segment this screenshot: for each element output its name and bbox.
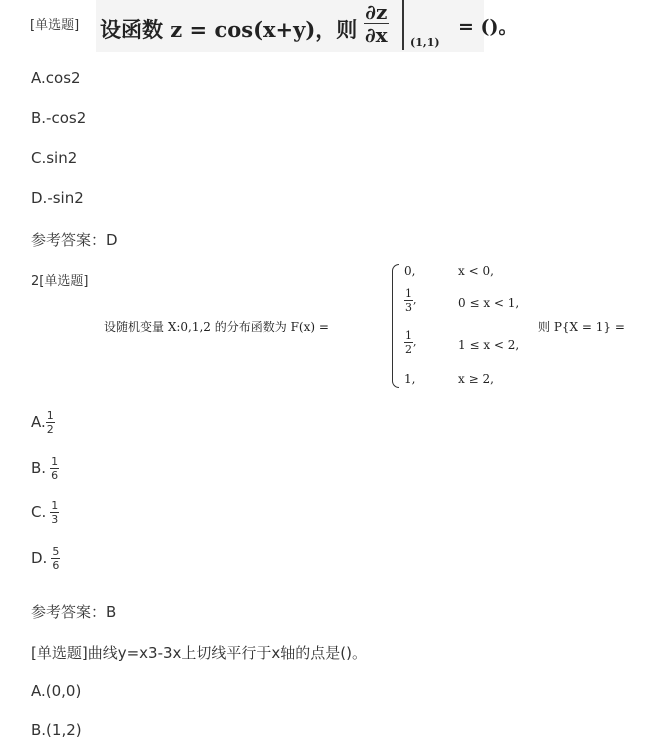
case-3-sep: , <box>413 335 417 349</box>
option-c-prefix: C. <box>31 503 47 521</box>
question-2-stem: 设随机变量 X:0,1,2 的分布函数为 F(x) = <box>104 320 329 334</box>
case-2-den: 3 <box>405 301 412 314</box>
question-1-tail: = ()。 <box>458 16 518 38</box>
option-c[interactable] <box>31 500 59 525</box>
option-b[interactable] <box>31 456 59 481</box>
case-2-sep: , <box>413 293 417 307</box>
option-c-num: 1 <box>51 499 59 512</box>
derivative-denominator: ∂x <box>365 23 388 47</box>
option-c[interactable]: C.sin2 <box>31 149 78 167</box>
option-d[interactable]: D.-sin2 <box>31 189 84 207</box>
option-b-den: 6 <box>51 469 59 482</box>
question-1-stem: 设函数 z = cos(x+y)，则 <box>100 17 358 42</box>
option-a-num: 1 <box>46 409 54 422</box>
option-d[interactable] <box>31 546 60 571</box>
evaluation-point: (1,1) <box>410 36 440 49</box>
option-b-num: 1 <box>51 455 59 468</box>
option-d-num: 5 <box>52 545 60 558</box>
case-1-value: 0, <box>404 264 416 278</box>
option-d-prefix: D. <box>31 549 48 567</box>
question-1-derivative <box>364 2 389 45</box>
case-3-num: 1 <box>405 329 412 342</box>
evaluation-bar <box>402 0 404 50</box>
option-a[interactable]: A.cos2 <box>31 69 81 87</box>
option-a[interactable]: A.(0,0) <box>31 682 82 700</box>
case-2-value <box>404 288 417 313</box>
question-3-stem: [单选题]曲线y=x3-3x上切线平行于x轴的点是()。 <box>31 644 367 662</box>
option-b-prefix: B. <box>31 459 47 477</box>
option-b[interactable]: B.(1,2) <box>31 721 82 739</box>
answer-label: 参考答案：B <box>31 603 117 621</box>
case-3-value <box>404 330 417 355</box>
case-4-value: 1, <box>404 372 416 386</box>
option-b[interactable]: B.-cos2 <box>31 109 87 127</box>
question-1-formula-image <box>96 0 484 52</box>
case-4-condition: x ≥ 2, <box>458 372 494 386</box>
case-3-condition: 1 ≤ x < 2, <box>458 338 520 352</box>
question-2-tag: 2[单选题] <box>31 274 89 289</box>
question-2-formula-image <box>100 258 648 394</box>
answer-label: 参考答案：D <box>31 231 118 249</box>
option-c-den: 3 <box>51 513 59 526</box>
cases-brace <box>392 264 399 388</box>
derivative-numerator: ∂z <box>365 0 388 24</box>
case-3-den: 2 <box>405 343 412 356</box>
case-2-condition: 0 ≤ x < 1, <box>458 296 520 310</box>
case-1-condition: x < 0, <box>458 264 494 278</box>
option-d-den: 6 <box>52 559 60 572</box>
question-2-tail: 则 P{X = 1} = <box>538 320 625 334</box>
option-a[interactable] <box>31 410 55 435</box>
case-2-num: 1 <box>405 287 412 300</box>
question-1-tag: [单选题] <box>30 18 80 33</box>
option-a-prefix: A. <box>31 413 46 431</box>
option-a-den: 2 <box>46 423 54 436</box>
